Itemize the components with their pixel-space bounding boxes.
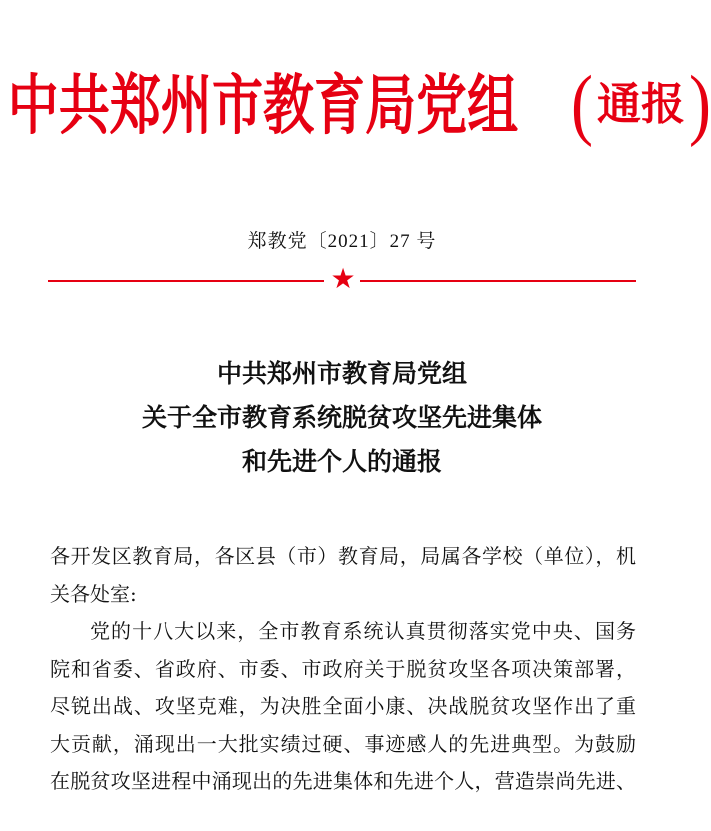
addressee-line-1: 各开发区教育局，各区县（市）教育局，局属各学校（单位），机 [50,544,636,568]
paragraph-line-2: 院和省委、省政府、市委、市政府关于脱贫攻坚各项决策部署， [50,656,636,681]
title-line-2: 关于全市教育系统脱贫攻坚先进集体 [141,403,542,432]
title-line-1: 中共郑州市教育局党组 [216,359,467,388]
document-number: 郑教党〔2021〕27 号 [247,231,437,252]
paragraph-line-4: 大贡献，涌现出一大批实绩过硬、事迹感人的先进典型。为鼓励 [50,731,636,756]
document-body [50,538,636,801]
divider-line-right [360,280,636,282]
divider-line-left [48,280,324,282]
masthead [0,60,711,150]
masthead-paren-close: ) [689,60,711,149]
red-divider [48,262,636,295]
masthead-kind: 通报 [597,79,686,130]
paragraph-line-5: 在脱贫攻坚进程中涌现出的先进集体和先进个人，营造崇尚先进、 [50,769,636,793]
paragraph-line-1: 党的十八大以来，全市教育系统认真贯彻落实党中央、国务 [90,619,636,643]
document-title [0,352,684,484]
title-line-3: 和先进个人的通报 [241,447,442,476]
masthead-paren-open: ( [571,60,594,149]
addressee-line-2: 关各处室: [50,581,137,606]
paragraph-line-3: 尽锐出战、攻坚克难，为决胜全面小康、决战脱贫攻坚作出了重 [50,694,636,718]
masthead-org: 中共郑州市教育局党组 [7,66,519,144]
star-icon: ★ [330,262,356,295]
